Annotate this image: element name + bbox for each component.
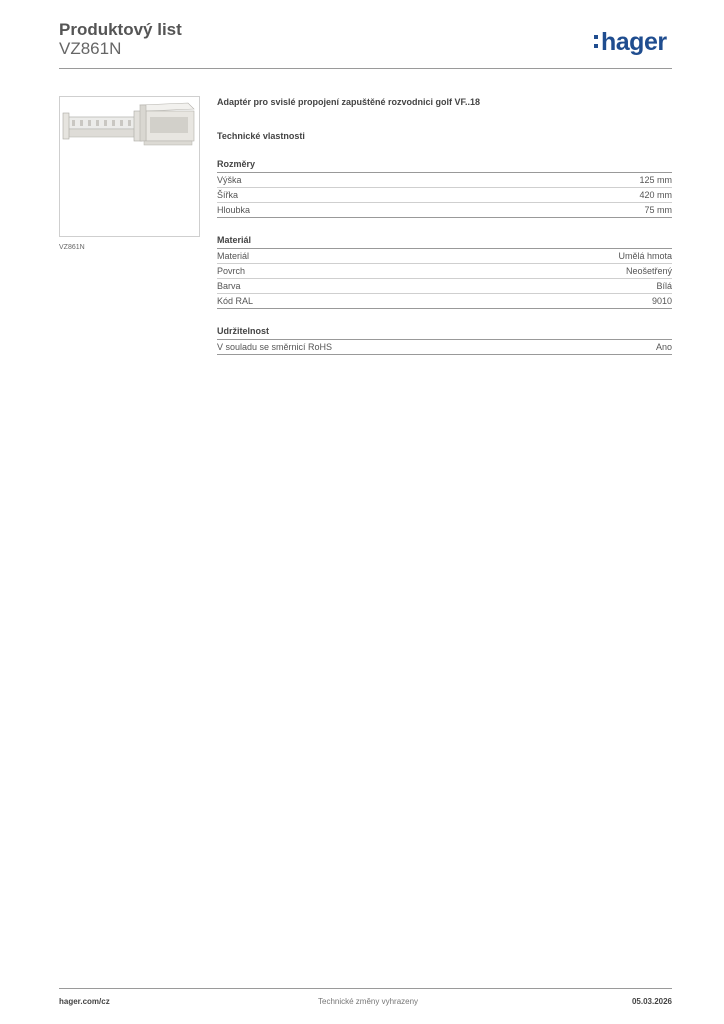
spec-label: V souladu se směrnicí RoHS bbox=[217, 342, 333, 352]
spec-row bbox=[217, 264, 672, 279]
image-caption: VZ861N bbox=[59, 244, 85, 251]
spec-label: Hloubka bbox=[217, 205, 251, 215]
product-description: Adaptér pro svislé propojení zapuštěné rozvodnici golf VF..18 bbox=[217, 97, 481, 107]
section-title: Rozměry bbox=[217, 158, 672, 173]
spec-value: 420 mm bbox=[639, 190, 672, 200]
spec-value: Neošetřený bbox=[625, 266, 672, 276]
section-dimensions bbox=[217, 158, 672, 218]
technical-properties-title: Technické vlastnosti bbox=[217, 131, 305, 141]
section-title: Materiál bbox=[217, 234, 672, 249]
spec-value: 125 mm bbox=[639, 175, 672, 185]
hager-logo[interactable] bbox=[594, 28, 667, 57]
product-code: VZ861N bbox=[59, 39, 122, 58]
spec-row bbox=[217, 188, 672, 203]
spec-value: Umělá hmota bbox=[618, 251, 672, 261]
footer-date: 05.03.2026 bbox=[631, 997, 672, 1006]
spec-value: 9010 bbox=[651, 296, 672, 306]
spec-label: Barva bbox=[217, 281, 241, 291]
logo-text: hager bbox=[601, 28, 667, 56]
header-divider bbox=[59, 68, 672, 69]
spec-row bbox=[217, 279, 672, 294]
spec-label: Materiál bbox=[217, 251, 250, 261]
footer-divider bbox=[59, 988, 672, 989]
spec-row bbox=[217, 294, 672, 309]
section-material bbox=[217, 234, 672, 309]
spec-row bbox=[217, 203, 672, 218]
spec-label: Výška bbox=[217, 175, 242, 185]
spec-row bbox=[217, 340, 672, 355]
page-title: Produktový list bbox=[59, 20, 182, 39]
spec-value: Bílá bbox=[656, 281, 672, 291]
spec-row bbox=[217, 173, 672, 188]
spec-value: 75 mm bbox=[644, 205, 672, 215]
spec-label: Povrch bbox=[217, 266, 246, 276]
spec-row bbox=[217, 249, 672, 264]
logo-dots-icon bbox=[594, 35, 599, 49]
section-sustainability bbox=[217, 325, 672, 355]
footer-website-link[interactable]: hager.com/cz bbox=[59, 997, 110, 1006]
section-title: Udržitelnost bbox=[217, 325, 672, 340]
spec-label: Kód RAL bbox=[217, 296, 254, 306]
spec-label: Šířka bbox=[217, 190, 239, 200]
spec-value: Ano bbox=[655, 342, 672, 352]
spec-content bbox=[217, 96, 672, 355]
footer-disclaimer: Technické změny vyhrazeny bbox=[318, 997, 419, 1006]
product-photo-icon bbox=[60, 97, 199, 236]
product-image bbox=[59, 96, 200, 237]
